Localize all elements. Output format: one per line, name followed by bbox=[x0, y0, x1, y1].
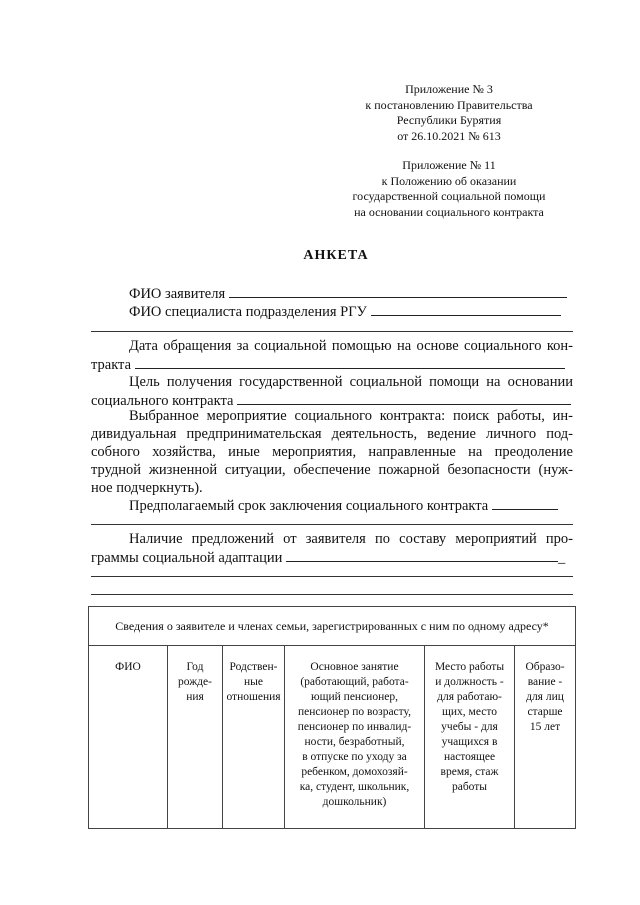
header-line: к Положению об оказании bbox=[381, 173, 517, 188]
header-appendix-11 bbox=[300, 158, 598, 220]
term-label: Предполагаемый срок заключения социального контракта bbox=[129, 498, 489, 514]
header-text: отношения bbox=[226, 691, 281, 703]
header-text: ФИО bbox=[115, 661, 141, 673]
header-text: Образо- bbox=[525, 661, 565, 673]
proposals-line-3[interactable] bbox=[91, 594, 573, 595]
fio-applicant-label: ФИО заявителя bbox=[129, 286, 226, 302]
fio-specialist-label: ФИО специалиста подразделения РГУ bbox=[129, 304, 367, 320]
request-date-row: Дата обращения за социальной помощью на основе социального кон- bbox=[129, 338, 573, 354]
header-text: Родствен- bbox=[229, 661, 278, 673]
header-text: учебы - для bbox=[441, 721, 498, 733]
column-header-workplace bbox=[425, 646, 515, 828]
proposals-line-2[interactable] bbox=[91, 576, 573, 577]
proposals-row-2 bbox=[91, 548, 573, 567]
header-line: от 26.10.2021 № 613 bbox=[397, 128, 501, 143]
header-text: учащихся в bbox=[441, 736, 498, 748]
column-header-occupation bbox=[285, 646, 425, 828]
column-header-fio bbox=[89, 646, 168, 828]
column-header-relation bbox=[223, 646, 285, 828]
header-text: пенсионер по инвалид- bbox=[297, 721, 412, 733]
header-text: в отпуске по уходу за bbox=[302, 751, 407, 763]
proposals-row: Наличие предложений от заявителя по составу мероприятий про- bbox=[129, 531, 573, 547]
header-text: ка, студент, школьник, bbox=[299, 781, 410, 793]
measure-line: Выбранное мероприятие социального контракта: поиск работы, ин- bbox=[129, 408, 573, 424]
header-line: Приложение № 3 bbox=[405, 82, 493, 96]
header-text: ния bbox=[186, 691, 204, 703]
fio-specialist-continuation-line[interactable] bbox=[91, 331, 573, 332]
header-text: Год bbox=[186, 661, 204, 673]
header-line: на основании социального контракта bbox=[354, 204, 544, 219]
measure-line: дивидуальная предпринимательская деятельность, ведение личного под- bbox=[91, 426, 573, 442]
request-date-field[interactable] bbox=[135, 355, 565, 369]
header-text: Основное занятие bbox=[310, 661, 399, 673]
header-text: дошкольник) bbox=[322, 796, 387, 808]
fio-applicant-row bbox=[91, 284, 573, 303]
header-text: время, стаж bbox=[440, 766, 499, 778]
goal-row: Цель получения государственной социальной помощи на основании bbox=[129, 374, 573, 390]
header-text: ности, безработный, bbox=[304, 736, 405, 748]
header-text: ные bbox=[244, 676, 263, 688]
family-members-table bbox=[88, 606, 576, 829]
header-text: работы bbox=[451, 781, 488, 793]
measure-line: собного хозяйства, иные мероприятия, направленные на преодоление bbox=[91, 444, 573, 460]
header-line: Приложение № 11 bbox=[402, 158, 496, 172]
header-text: пенсионер по возрасту, bbox=[297, 706, 412, 718]
goal-field[interactable] bbox=[237, 391, 571, 405]
fio-specialist-row bbox=[91, 302, 573, 321]
measure-line: ное подчеркнуть). bbox=[91, 480, 203, 496]
request-date-label: тракта bbox=[91, 357, 132, 373]
fio-specialist-field[interactable] bbox=[371, 302, 561, 316]
header-text: ющий пенсионер, bbox=[311, 691, 398, 703]
header-line: Республики Бурятия bbox=[396, 113, 502, 127]
header-text: вание - bbox=[527, 676, 563, 688]
header-text: Место работы bbox=[434, 661, 505, 673]
goal-label: социального контракта bbox=[91, 393, 234, 409]
term-field[interactable] bbox=[492, 496, 558, 510]
request-date-row-2 bbox=[91, 355, 573, 374]
header-text: щих, место bbox=[442, 706, 497, 718]
header-text: 15 лет bbox=[529, 721, 561, 733]
header-text: (работающий, работа- bbox=[300, 676, 409, 688]
term-row bbox=[91, 496, 573, 515]
header-text: настоящее bbox=[443, 751, 496, 763]
column-header-education bbox=[515, 646, 575, 828]
header-text: ребенком, домохозяй- bbox=[301, 766, 408, 778]
column-header-birth-year bbox=[168, 646, 223, 828]
header-text: для лиц bbox=[526, 691, 564, 703]
proposals-end-mark: _ bbox=[558, 550, 566, 566]
header-text: старше bbox=[527, 706, 563, 718]
header-line: к постановлению Правительства bbox=[365, 97, 533, 112]
fio-applicant-field[interactable] bbox=[229, 284, 567, 298]
header-appendix-3 bbox=[300, 82, 598, 144]
proposals-field[interactable] bbox=[286, 548, 558, 562]
header-text: и должность - bbox=[435, 676, 504, 688]
proposals-label: граммы социальной адаптации bbox=[91, 550, 283, 566]
document-title: АНКЕТА bbox=[303, 248, 369, 263]
measure-line: трудной жизненной ситуации, обеспечение пожарной безопасности (нуж- bbox=[91, 462, 573, 478]
term-continuation-line[interactable] bbox=[91, 524, 573, 525]
header-text: рожде- bbox=[178, 676, 212, 688]
header-line: государственной социальной помощи bbox=[352, 189, 546, 203]
table-caption: Сведения о заявителе и членах семьи, зарегистрированных с ним по одному адресу* bbox=[89, 607, 575, 646]
header-text: для работаю- bbox=[437, 691, 502, 703]
